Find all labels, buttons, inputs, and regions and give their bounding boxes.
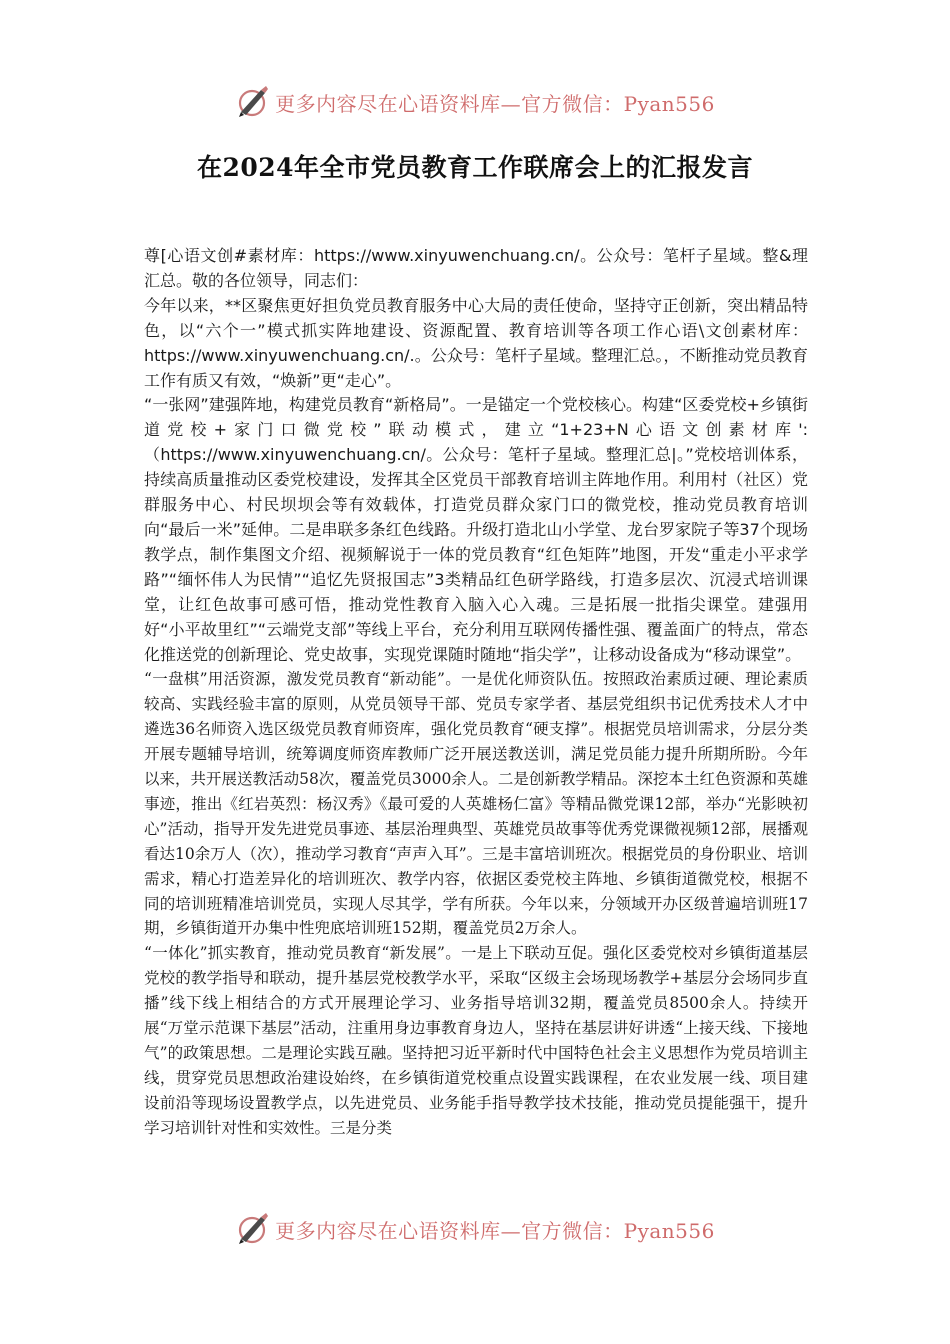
watermark-banner-top[interactable] [0, 80, 950, 124]
paragraph-intro: 今年以来，**区聚焦更好担负党员教育服务中心大局的责任使命，坚持守正创新，突出精品特色，以“六个一”模式抓实阵地建设、资源配置、教育培训等各项工作心语\文创素材库：https://www.xinyuwenchuang.cn/.。公众号：笔杆子星域。整理汇总。，不断推动党员教育工作有质又有效，“焕新”更“走心”。 [144, 295, 808, 390]
watermark-text: 更多内容尽在心语资料库—官方微信：Pyan556 [275, 91, 715, 116]
document-body [144, 244, 808, 1141]
paragraph-section-1: “一张网”建强阵地，构建党员教育“新格局”。一是锚定一个党校核心。构建“区委党校+乡镇街道党校+家门口微党校”联动模式，建立“1+23+N心语文创素材库':（https://www.xinyuwenchuang.cn/。公众号：笔杆子星域。整理汇总|。”党校培训体系，持续高质量推动区委党校建设，发挥其全区党员干部教育培训主阵地作用。利用村（社区）党群服务中心、村民坝坝会等有效载体，打造党员群众家门口的微党校，推动党员教育培训向“最后一米”延伸。二是串联多条红色线路。升级打造北山小学堂、龙台罗家院子等37个现场教学点，制作集图文介绍、视频解说于一体的党员教育“红色矩阵”地图，开发“重走小平求学路”“缅怀伟人为民情”“追忆先贤报国志”3类精品红色研学路线，打造多层次、沉浸式培训课堂，让红色故事可感可悟，推动党性教育入脑入心入魂。三是拓展一批指尖课堂。建强用好“小平故里红”“云端党支部”等线上平台，充分利用互联网传播性强、覆盖面广的特点，常态化推送党的创新理论、党史故事，实现党课随时随地“指尖学”，让移动设备成为“移动课堂”。 [144, 395, 808, 664]
document-title: 在2024年全市党员教育工作联席会上的汇报发言 [196, 153, 754, 182]
watermark-banner-bottom[interactable] [0, 1207, 950, 1251]
watermark-text: 更多内容尽在心语资料库—官方微信：Pyan556 [275, 1218, 715, 1243]
paragraph-section-2: “一盘棋”用活资源，激发党员教育“新动能”。一是优化师资队伍。按照政治素质过硬、理论素质较高、实践经验丰富的原则，从党员领导干部、党员专家学者、基层党组织书记优秀技术人才中遴选36名师资入选区级党员教育师资库，强化党员教育“硬支撑”。根据党员培训需求，分层分类开展专题辅导培训，统筹调度师资库教师广泛开展送教送训，满足党员能力提升所期所盼。今年以来，共开展送教活动58次，覆盖党员3000余人。二是创新教学精品。深挖本土红色资源和英雄事迹，推出《红岩英烈：杨汉秀》《最可爱的人英雄杨仁富》等精品微党课12部，举办“光影映初心”活动，指导开发先进党员事迹、基层治理典型、英雄党员故事等优秀党课微视频12部，展播观看达10余万人（次），推动学习教育“声声入耳”。三是丰富培训班次。根据党员的身份职业、培训需求，精心打造差异化的培训班次、教学内容，依据区委党校主阵地、乡镇街道微党校，根据不同的培训班精准培训党员，实现人尽其学，学有所获。今年以来，分领域开办区级普遍培训班17期，乡镇街道开办集中性兜底培训班152期，覆盖党员2万余人。 [144, 670, 808, 938]
paragraph-salutation: 尊[心语文创#素材库：https://www.xinyuwenchuang.cn/。公众号：笔杆子星域。整&理汇总。敬的各位领导，同志们： [144, 246, 808, 290]
pen-logo-icon [235, 84, 271, 120]
paragraph-section-3: “一体化”抓实教育，推动党员教育“新发展”。一是上下联动互促。强化区委党校对乡镇街道基层党校的教学指导和联动，提升基层党校教学水平，采取“区级主会场现场教学+基层分会场同步直播”线下线上相结合的方式开展理论学习、业务指导培训32期，覆盖党员8500余人。持续开展“万堂示范课下基层”活动，注重用身边事教育身边人，坚持在基层讲好讲透“上接天线、下接地气”的政策思想。二是理论实践互融。坚持把习近平新时代中国特色社会主义思想作为党员培训主线，贯穿党员思想政治建设始终，在乡镇街道党校重点设置实践课程，在农业发展一线、项目建设前沿等现场设置教学点，以先进党员、业务能手指导教学技术技能，推动党员提能强干，提升学习培训针对性和实效性。三是分类 [144, 944, 808, 1137]
pen-logo-icon [235, 1211, 271, 1247]
